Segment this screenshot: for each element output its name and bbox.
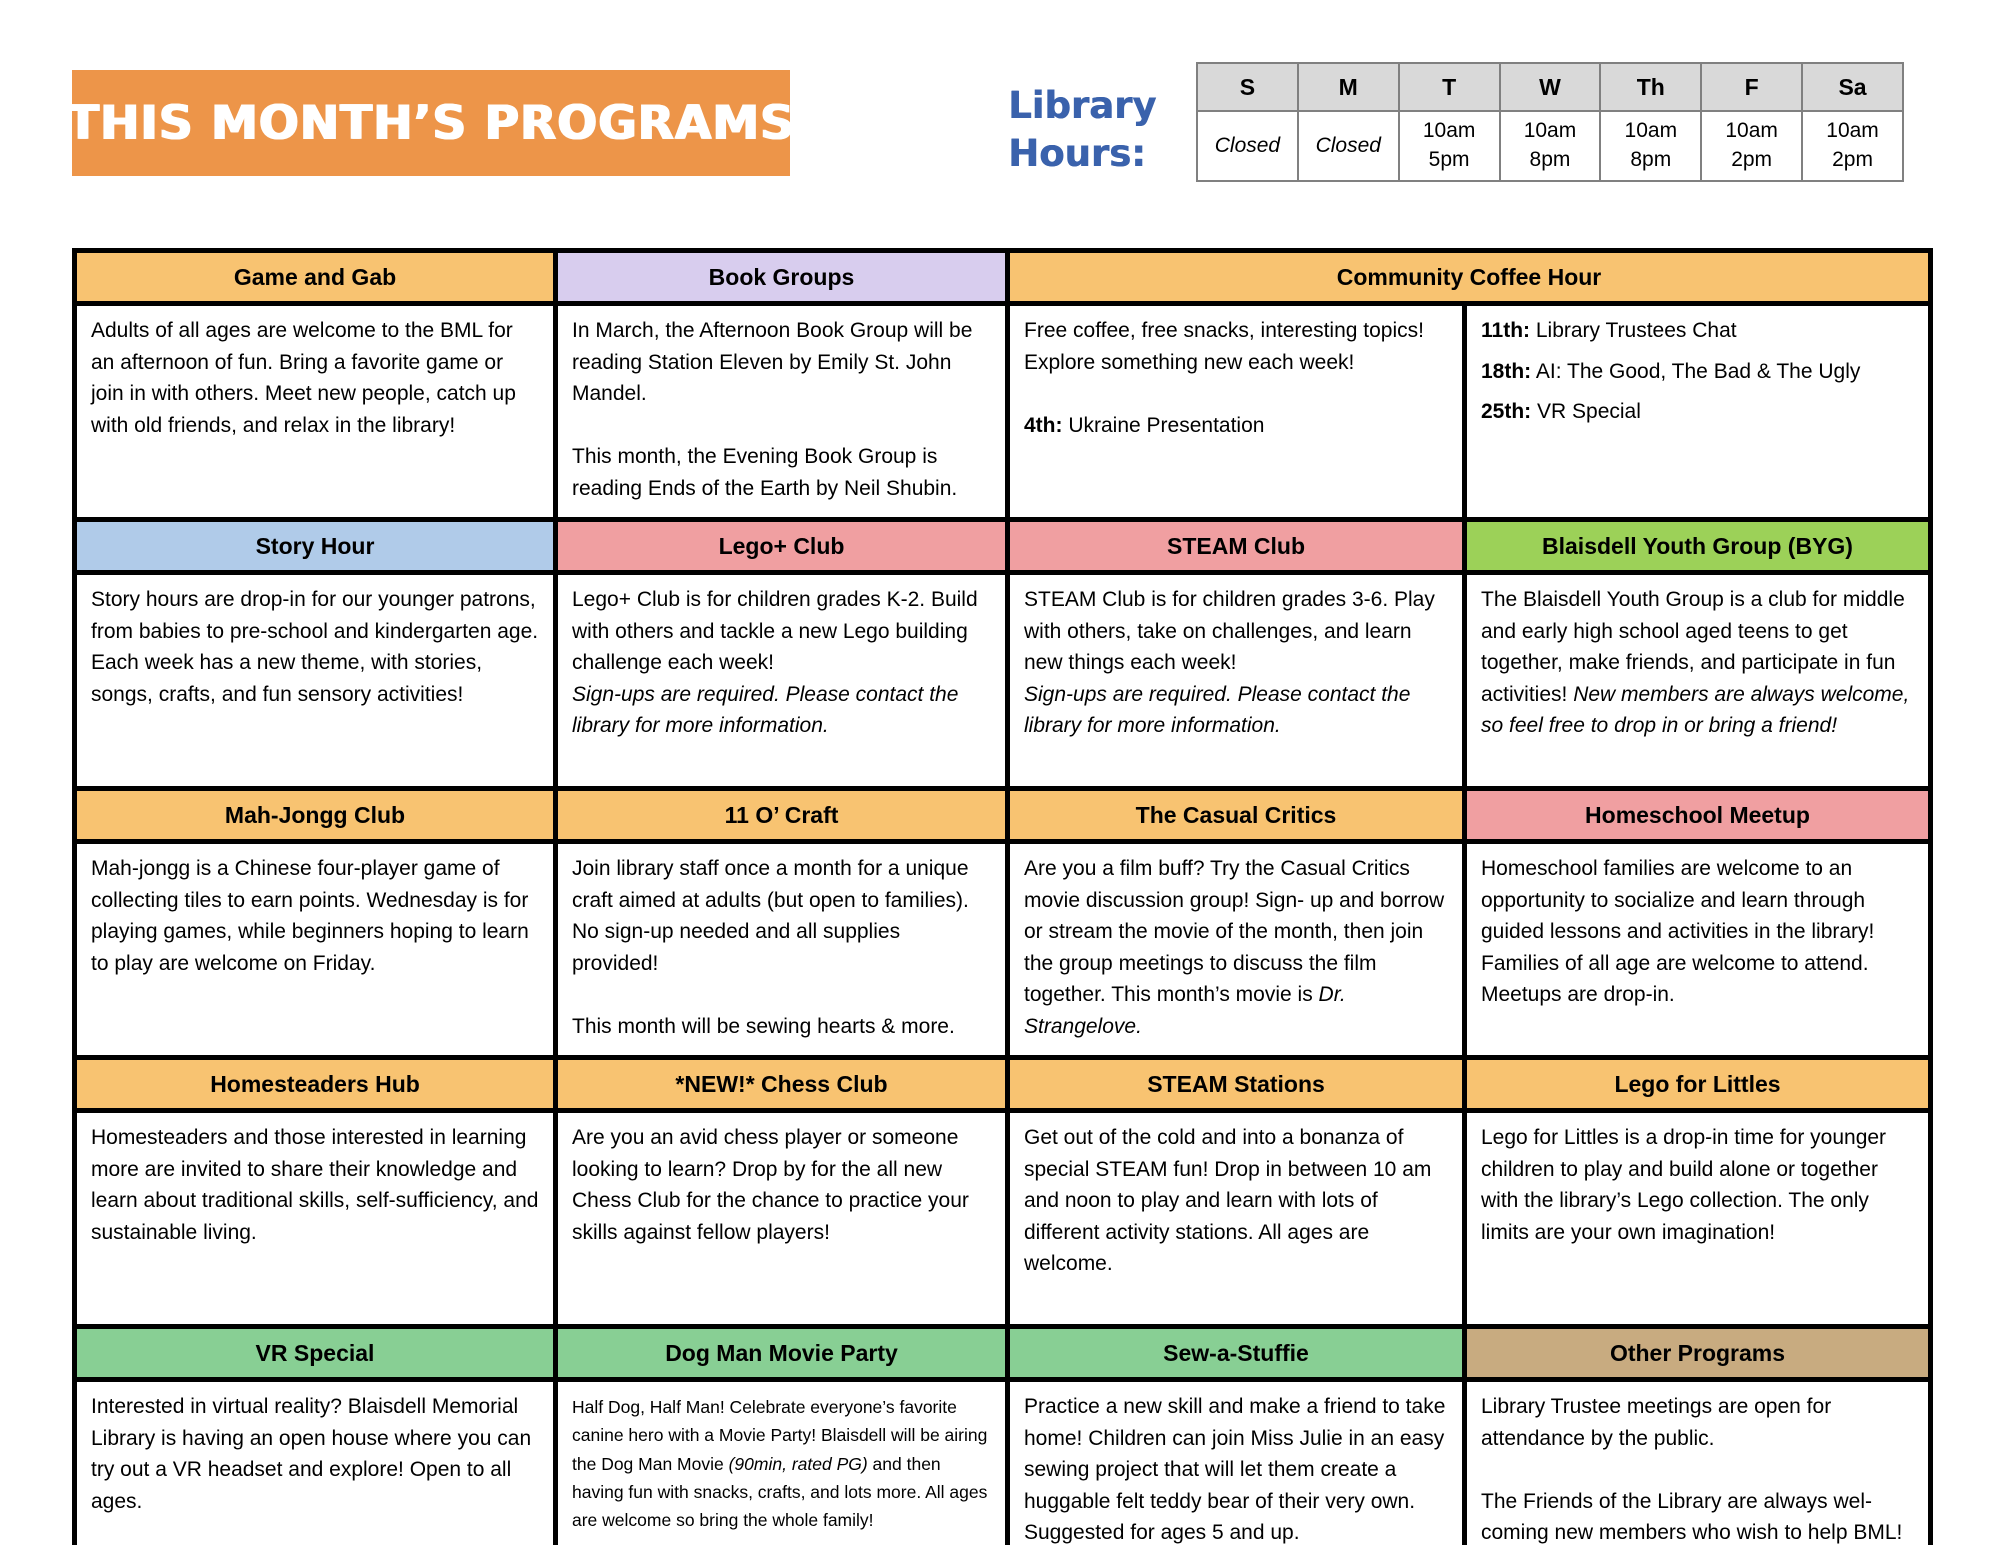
program-header-lego-for-littles: Lego for Littles <box>1465 1058 1931 1111</box>
program-cell-story-hour: Story hours are drop-in for our younger patrons, from babies to pre-school and kindergarten age. Each week has a new theme, with stories, songs, crafts, and fun sensory activities! <box>75 573 556 789</box>
program-cell-homeschool-meetup: Homeschool families are welcome to an opportunity to socialize and learn through guided lessons and activities in the library! Families of all age are welcome to attend. Meetups are drop-in. <box>1465 842 1931 1058</box>
program-cell-coffee-hour-schedule: 11th: Library Trustees Chat 18th: AI: The Good, The Bad & The Ugly 25th: VR Special <box>1465 304 1931 520</box>
hours-day-sunday: S <box>1197 63 1298 111</box>
hours-time-monday: Closed <box>1298 111 1399 181</box>
program-cell-11-o-craft: Join library staff once a month for a unique craft aimed at adults (but open to families). No sign-up needed and all supplies provided! This month will be sewing hearts & more. <box>556 842 1008 1058</box>
program-header-casual-critics: The Casual Critics <box>1008 789 1465 842</box>
program-header-11-o-craft: 11 O’ Craft <box>556 789 1008 842</box>
program-header-sew-a-stuffie: Sew-a-Stuffie <box>1008 1327 1465 1380</box>
program-cell-book-groups: In March, the Afternoon Book Group will be reading Station Eleven by Emily St. John Mandel. This month, the Evening Book Group is reading Ends of the Earth by Neil Shubin. <box>556 304 1008 520</box>
program-cell-lego-plus-club: Lego+ Club is for children grades K-2. Build with others and tackle a new Lego building challenge each week! Sign-ups are required. Please contact the library for more information. <box>556 573 1008 789</box>
program-cell-casual-critics: Are you a film buff? Try the Casual Critics movie discussion group! Sign- up and borrow or stream the movie of the month, then join the group meetings to discuss the film together. This month’s movie is Dr. Strangelove. <box>1008 842 1465 1058</box>
program-header-blaisdell-youth-group: Blaisdell Youth Group (BYG) <box>1465 520 1931 573</box>
program-header-game-and-gab: Game and Gab <box>75 251 556 304</box>
program-header-dog-man-movie-party: Dog Man Movie Party <box>556 1327 1008 1380</box>
library-hours-label-line2: Hours: <box>1008 132 1146 176</box>
hours-day-tuesday: T <box>1399 63 1500 111</box>
program-header-lego-plus-club: Lego+ Club <box>556 520 1008 573</box>
program-cell-blaisdell-youth-group: The Blaisdell Youth Group is a club for middle and early high school aged teens to get together, make friends, and participate in fun activities! New members are always welcome, so feel free to drop in or bring a friend! <box>1465 573 1931 789</box>
hours-time-saturday: 10am 2pm <box>1802 111 1903 181</box>
hours-time-thursday: 10am 8pm <box>1600 111 1701 181</box>
program-header-mah-jongg-club: Mah-Jongg Club <box>75 789 556 842</box>
programs-content-row-2 <box>75 573 1931 789</box>
program-cell-steam-club: STEAM Club is for children grades 3-6. Play with others, take on challenges, and learn new things each week! Sign-ups are required. Please contact the library for more information. <box>1008 573 1465 789</box>
program-cell-coffee-hour-info: Free coffee, free snacks, interesting topics! Explore something new each week! 4th: Ukraine Presentation <box>1008 304 1465 520</box>
hours-day-thursday: Th <box>1600 63 1701 111</box>
program-cell-game-and-gab: Adults of all ages are welcome to the BML for an afternoon of fun. Bring a favorite game or join in with others. Meet new people, catch up with old friends, and relax in the library! <box>75 304 556 520</box>
program-header-chess-club: *NEW!* Chess Club <box>556 1058 1008 1111</box>
program-cell-homesteaders-hub: Homesteaders and those interested in learning more are invited to share their knowledge and learn about traditional skills, self-sufficiency, and sustainable living. <box>75 1111 556 1327</box>
hours-time-sunday: Closed <box>1197 111 1298 181</box>
program-header-vr-special: VR Special <box>75 1327 556 1380</box>
page-title: THIS MONTH’S PROGRAMS <box>67 95 795 151</box>
program-header-book-groups: Book Groups <box>556 251 1008 304</box>
program-header-homesteaders-hub: Homesteaders Hub <box>75 1058 556 1111</box>
program-cell-dog-man-movie-party: Half Dog, Half Man! Celebrate everyone’s favorite canine hero with a Movie Party! Blaisdell will be airing the Dog Man Movie (90min, rated PG) and then having fun with snacks, crafts, and lots more. All ages are welcome so bring the whole family! <box>556 1380 1008 1545</box>
program-header-story-hour: Story Hour <box>75 520 556 573</box>
hours-day-wednesday: W <box>1500 63 1601 111</box>
program-cell-sew-a-stuffie: Practice a new skill and make a friend to take home! Children can join Miss Julie in an easy sewing project that will let them create a huggable felt teddy bear of their very own. Suggested for ages 5 and up. <box>1008 1380 1465 1545</box>
program-cell-steam-stations: Get out of the cold and into a bonanza of special STEAM fun! Drop in between 10 am and noon to play and learn with lots of different activity stations. All ages are welcome. <box>1008 1111 1465 1327</box>
banner <box>67 70 795 176</box>
program-header-steam-club: STEAM Club <box>1008 520 1465 573</box>
hours-time-row <box>1197 111 1903 181</box>
program-header-community-coffee-hour: Community Coffee Hour <box>1008 251 1931 304</box>
programs-header-row-2 <box>75 520 1931 573</box>
programs-header-row-4 <box>75 1058 1931 1111</box>
program-cell-mah-jongg-club: Mah-jongg is a Chinese four-player game of collecting tiles to earn points. Wednesday is for playing games, while beginners hoping to learn to play are welcome on Friday. <box>75 842 556 1058</box>
program-header-steam-stations: STEAM Stations <box>1008 1058 1465 1111</box>
programs-content-row-3 <box>75 842 1931 1058</box>
hours-time-tuesday: 10am 5pm <box>1399 111 1500 181</box>
program-cell-vr-special: Interested in virtual reality? Blaisdell Memorial Library is having an open house where you can try out a VR headset and explore! Open to all ages. <box>75 1380 556 1545</box>
hours-day-row <box>1197 63 1903 111</box>
programs-header-row-5 <box>75 1327 1931 1380</box>
program-cell-chess-club: Are you an avid chess player or someone looking to learn? Drop by for the all new Chess Club for the chance to practice your skills against fellow players! <box>556 1111 1008 1327</box>
hours-time-wednesday: 10am 8pm <box>1500 111 1601 181</box>
programs-table <box>72 248 1933 1545</box>
programs-content-row-4 <box>75 1111 1931 1327</box>
programs-content-row-1 <box>75 304 1931 520</box>
program-header-other-programs: Other Programs <box>1465 1327 1931 1380</box>
programs-header-row-3 <box>75 789 1931 842</box>
program-cell-other-programs: Library Trustee meetings are open for attendance by the public. The Friends of the Library are always wel-coming new members who wish to help BML! <box>1465 1380 1931 1545</box>
hours-day-saturday: Sa <box>1802 63 1903 111</box>
library-hours-label-line1: Library <box>1008 84 1157 127</box>
programs-content-row-5 <box>75 1380 1931 1545</box>
library-hours-label <box>1008 82 1156 178</box>
hours-day-monday: M <box>1298 63 1399 111</box>
library-hours-table <box>1196 62 1904 182</box>
program-header-homeschool-meetup: Homeschool Meetup <box>1465 789 1931 842</box>
program-cell-lego-for-littles: Lego for Littles is a drop-in time for younger children to play and build alone or together with the library’s Lego collection. The only limits are your own imagination! <box>1465 1111 1931 1327</box>
programs-header-row-1 <box>75 251 1931 304</box>
hours-day-friday: F <box>1701 63 1802 111</box>
hours-time-friday: 10am 2pm <box>1701 111 1802 181</box>
